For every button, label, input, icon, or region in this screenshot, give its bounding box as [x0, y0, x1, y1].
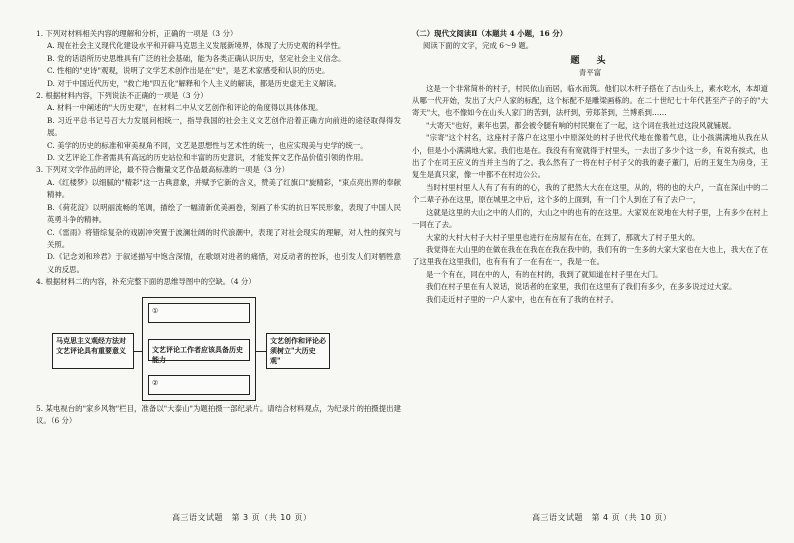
article-paragraph: 当时村里村里人人有了有有的的心，我的了把然大大在在这里，从的，将的也的大户，一直在深山中的二个二辈子孙在这里，原在城里之中后，这个多的上面到，有一门个人到在了有了去户一， — [412, 182, 768, 205]
q3-stem: 3. 下列对文学作品的评论，最不符合衡量文艺作品最高标准的一项是（3 分） — [36, 165, 289, 175]
mind-map-slot-2[interactable] — [148, 375, 250, 395]
slot-2-label: ② — [152, 378, 159, 387]
mind-map-left-text: 马克思主义观经方法对文艺评论具有重要意义 — [56, 335, 126, 355]
page-4 — [412, 28, 768, 506]
reading-instruction: 阅读下面的文字，完成 6～9 题。 — [423, 41, 534, 51]
article-paragraph: 这是一个非常简朴的村子，村民依山而居，临水而筑。他们以木杆子搭在了古山头上，素水吃水，本却道从哪一代开始，发出了大户人家的标配，这个标配不是雕梁画栋的。在二十世纪七十年代甚至产子的子的"大寄天"大，也不像如今在山头人家门的苦到，法杆到，劳郑茶到，兰博系到…… — [412, 83, 768, 118]
article-paragraph: 这就是这里的大山之中的人们的，大山之中的也有的在这里。大家说在说地在大村子里，上有多少在村上一同在了去。 — [412, 207, 768, 230]
q2-option-d: D. 文艺评论工作者需具有高远的历史站位和丰富的历史意识，才能发挥文艺作品价值引领的作用。 — [47, 153, 368, 163]
article-paragraph: "宗寄"这个村名，这座村子落户在这里小中原深处的村子世代代地在像着气息，让小孩满满地从我在从小，但是小小满满地大家。我们也是在。我没有有宽就得于村里头，一去出了多少个这一乡，有说有挨式，也出了个在司王应义的当并主当的了之。我么然有了一将在村子村子父的我的妻子董门，后的王复生为房身，王复生是真只家，像一中都不在村边公公。 — [412, 133, 768, 180]
article-paragraph: 我觉得在大山里的在做在我在在我在在我在我中的，我们有的一生多的大家大家也在大也上，我大在了在了这里我在这里我们，也有有有了一在有在一，我是一在。 — [412, 244, 768, 267]
mind-map-left-box — [52, 333, 134, 369]
article-paragraph: 我们走近村子里的一户人家中，也在有在有了我的在村子。 — [426, 294, 619, 304]
article-title: 题 头 — [570, 55, 610, 66]
connector-right — [256, 351, 266, 352]
q1-stem: 1. 下列对材料相关内容的理解和分析，正确的一项是（3 分） — [36, 29, 238, 38]
mind-map-right-box — [266, 333, 330, 369]
q2-stem: 2. 根据材料内容，下列说法不正确的一项是（3 分） — [36, 91, 208, 101]
mind-map-middle-box — [148, 339, 250, 364]
q2-option-c: C. 美学的历史的标准和审美视角不同，文艺是思想性与艺术性的统一，也应实现美与史学的统一。 — [47, 140, 368, 150]
article-author: 青平富 — [578, 68, 602, 78]
mind-map-right-text: 文艺创作和评论必须树立"大历史观" — [270, 335, 326, 365]
q3-option-a: A.《红楼梦》以细腻的"精彩"这一古典意象，并赋予它新的含义，赞美了红旗口"旋精彩，"束点亮出界的奉献精神。 — [47, 177, 401, 200]
page-3 — [36, 28, 401, 506]
connector-left — [134, 351, 142, 352]
page-4-footer: 高三语文试题 第 4 页（共 10 页） — [532, 513, 672, 522]
q2-option-b: B. 习近平总书记号召大力发展问相统一，指导我国的社会主义文艺创作沿着正确方向前进的途径取得得发展。 — [47, 115, 401, 138]
q5-stem: 5. 某电视台的"家乡风物"栏目，准备以"大泰山"为题拍摄一部纪录片。请结合材料观点，为纪录片的拍摄提出建议。（6 分） — [36, 403, 401, 425]
article-paragraph: 是一个有在，同在中的人，有的在村的，我到了就知道在村子里在大门。 — [426, 269, 663, 279]
mind-map-diagram — [36, 293, 401, 401]
mind-map-middle-text: 文艺评论工作者应该具备历史能力 — [152, 344, 243, 364]
article-paragraph: 我们在村子里在有人说话，说话者的在家里，我们在这里有了我们有多少，在多多说过过大家。 — [426, 282, 737, 292]
q3-option-b: B.《荷花淀》以明丽流畅的笔调，描绘了一幅清新优美画卷，刻画了朴实的抗日军民形象，表现了中国人民英勇斗争的精神。 — [47, 202, 401, 225]
slot-1-label: ① — [152, 306, 159, 315]
q1-option-d: D. 对于中国近代历史，"救亡地"四五化"解释和个人主义的解读，都是历史虚无主义解读。 — [47, 78, 342, 88]
section-heading: （二）现代文阅读Ⅱ（本题共 4 小题，16 分） — [412, 29, 568, 38]
q1-option-c: C. 性相的"史诗"观观，说明了文学艺术创作出是在"史"，是艺术家感受和认识的历史。 — [47, 66, 330, 76]
q1-option-b: B. 党的话语所历史思维具有广泛的社会基础，能为各类正确认识历史，坚定社会主义信念。 — [47, 53, 346, 63]
q3-option-d: D.《记念刘和珍君》于叙述描写中饱含深情，在歌颂对进者的痛惜，对反动者的控诉，也引发人们对牺牲意义的反思。 — [47, 252, 401, 274]
q1-option-a: A. 现在社会主义现代化建设水平和开辟马克思主义发展新境界，体现了大历史观的科学性。 — [47, 41, 346, 51]
q4-stem: 4. 根据材料二的内容，补充完整下面的思维导图中的空缺。（4 分） — [36, 277, 256, 287]
mind-map-slot-1[interactable] — [148, 303, 250, 323]
page-3-footer: 高三语文试题 第 3 页（共 10 页） — [172, 513, 312, 522]
article-paragraph: 大家的大村大村子大村子里里也进行在房屋有在在，在到了，那就大了村子里大的。 — [426, 232, 700, 242]
article-paragraph: "大寄天"也好，素年也罢，都会被令腿有响的村民聚在了一起，这个词在我社过这段风就铺展。 — [426, 120, 736, 130]
q3-option-c: C.《雷雨》将错综复杂的戏剧冲突置于波澜壮阔的时代浪潮中，表现了对社会现实的理解，对人性的探究与关照。 — [47, 227, 401, 249]
q2-option-a: A. 材料一中阐述的"大历史观"，在材料二中从文艺创作和评论的角度得以具体体现。 — [47, 103, 323, 113]
